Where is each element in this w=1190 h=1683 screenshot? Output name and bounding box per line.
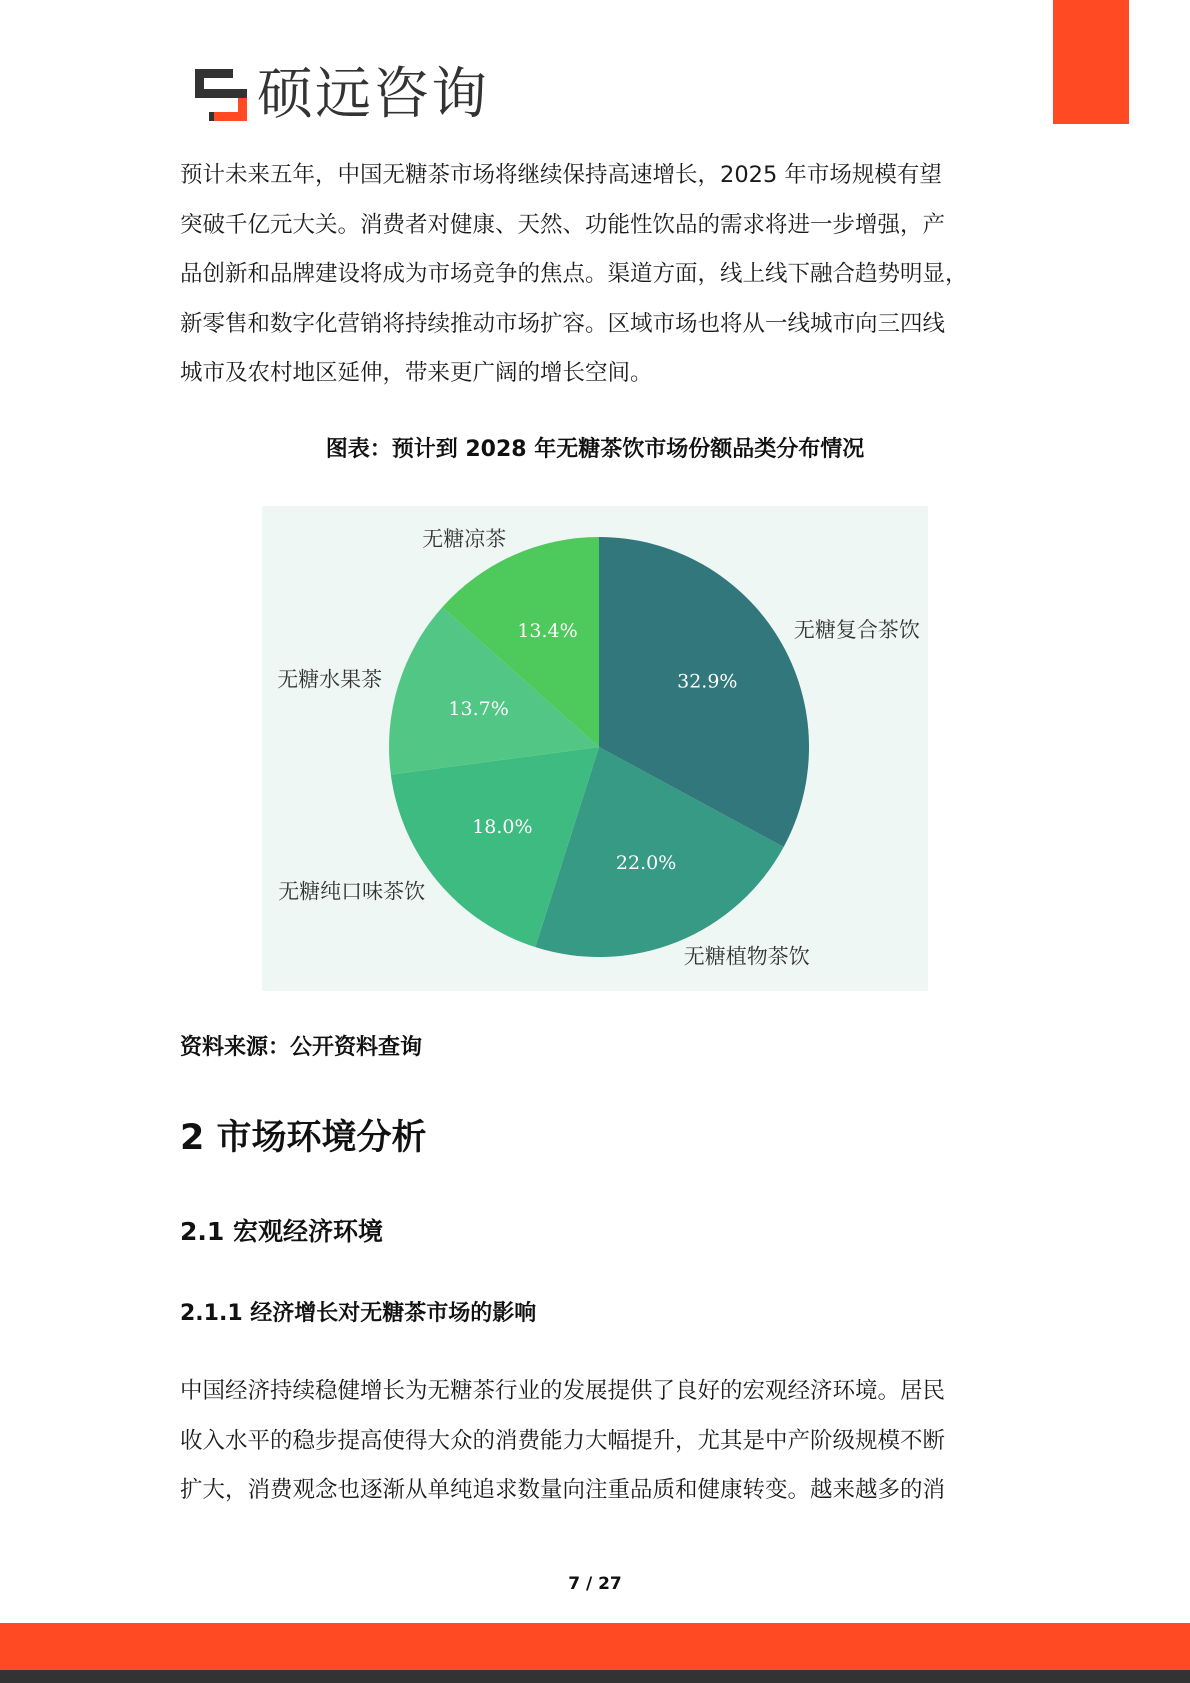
pie-chart	[262, 506, 928, 991]
corner-accent-tab	[1053, 0, 1129, 124]
slice-percent-label: 13.7%	[448, 698, 509, 720]
paragraph-line: 收入水平的稳步提高使得大众的消费能力大幅提升，尤其是中产阶级规模不断	[180, 1427, 946, 1454]
paragraph-line: 扩大，消费观念也逐渐从单纯追求数量向注重品质和健康转变。越来越多的消	[180, 1477, 946, 1503]
figure-caption: 图表：预计到 2028 年无糖茶饮市场份额品类分布情况	[325, 437, 865, 462]
paragraph-line: 预计未来五年，中国无糖茶市场将继续保持高速增长，2025 年市场规模有望	[180, 162, 942, 188]
paragraph-line: 新零售和数字化营销将持续推动市场扩容。区域市场也将从一线城市向三四线	[180, 310, 946, 337]
slice-category-label: 无糖纯口味茶饮	[278, 879, 426, 904]
intro-paragraph	[180, 151, 1020, 399]
slice-category-label: 无糖复合茶饮	[793, 617, 920, 642]
section-heading: 2 市场环境分析	[180, 1118, 427, 1158]
paragraph-line: 中国经济持续稳健增长为无糖茶行业的发展提供了良好的宏观经济环境。居民	[180, 1378, 946, 1404]
subsection-heading: 2.1 宏观经济环境	[180, 1217, 383, 1246]
paragraph-line: 城市及农村地区延伸，带来更广阔的增长空间。	[180, 360, 653, 386]
paragraph-line: 突破千亿元大关。消费者对健康、天然、功能性饮品的需求将进一步增强，产	[180, 211, 946, 238]
slice-percent-label: 13.4%	[517, 620, 578, 642]
slice-percent-label: 22.0%	[615, 851, 677, 874]
slice-percent-label: 18.0%	[472, 815, 533, 838]
slice-category-label: 无糖水果茶	[277, 667, 383, 692]
body-paragraph	[180, 1367, 1020, 1516]
footer-accent-bar	[0, 1623, 1190, 1670]
page-number: 7 / 27	[568, 1574, 622, 1594]
brand-name: 硕远咨询	[257, 62, 489, 127]
subsubsection-heading: 2.1.1 经济增长对无糖茶市场的影响	[180, 1301, 537, 1326]
slice-category-label: 无糖凉茶	[422, 527, 507, 551]
footer-edge	[0, 1670, 1190, 1683]
paragraph-line: 品创新和品牌建设将成为市场竞争的焦点。渠道方面，线上线下融合趋势明显，	[180, 261, 968, 287]
brand-mark-icon	[193, 67, 249, 123]
slice-category-label: 无糖植物茶饮	[683, 944, 810, 969]
figure-source: 资料来源：公开资料查询	[180, 1035, 423, 1060]
pie-chart-svg	[262, 506, 928, 991]
brand-logo	[193, 62, 489, 127]
slice-percent-label: 32.9%	[677, 670, 738, 693]
